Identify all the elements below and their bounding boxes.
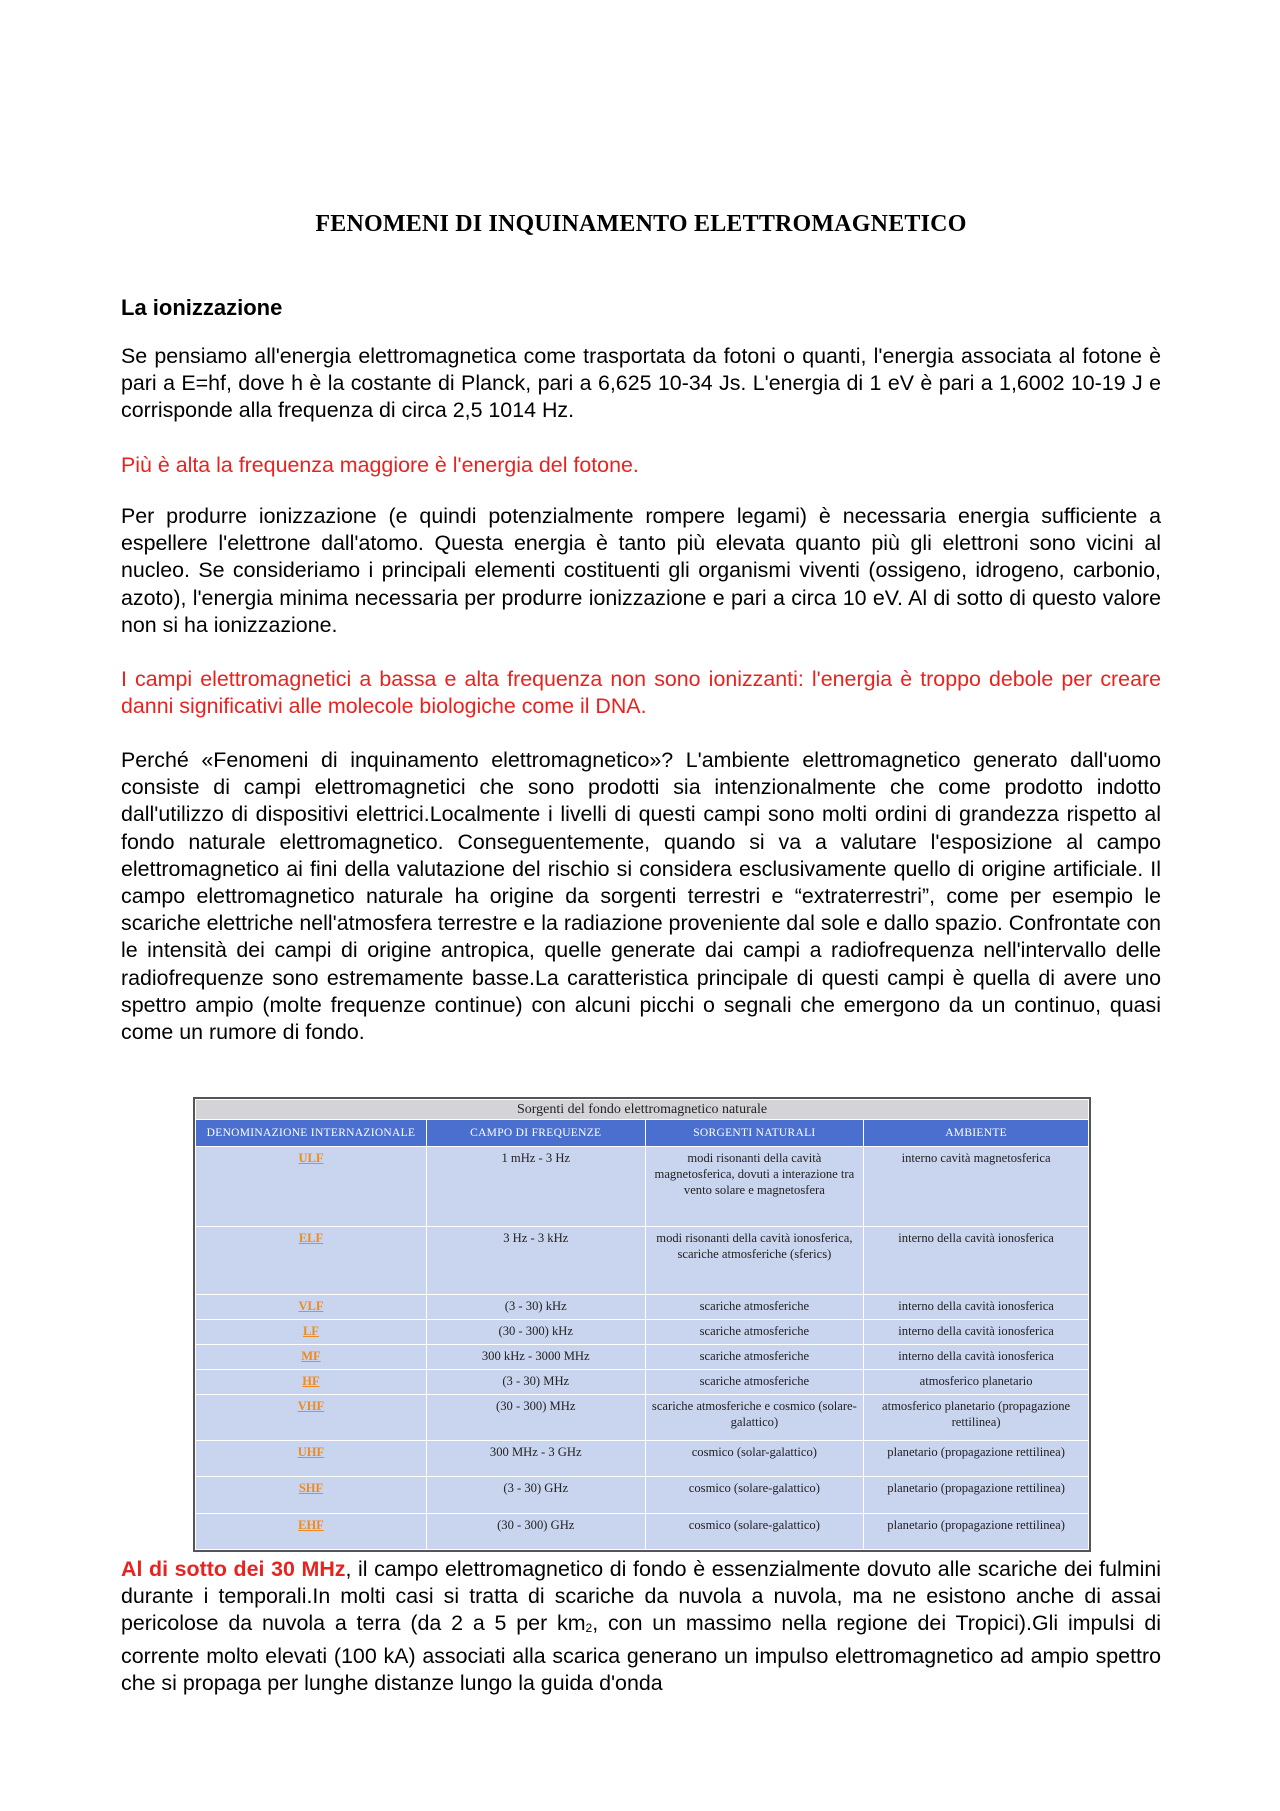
paragraph-highlight-frequency: Più è alta la frequenza maggiore è l'energia del fotone. bbox=[121, 453, 639, 477]
table-cell: atmosferico planetario (propagazione rettilinea) bbox=[864, 1395, 1089, 1441]
paragraph-background-field: Perché «Fenomeni di inquinamento elettromagnetico»? L'ambiente elettromagnetico generato dall'uomo consiste di campi elettromagnetici che sono prodotti sia intenzionalmente che come prodotto indotto dall'utilizzo di dispositivi elettrici.Localmente i livelli di questi campi sono molti ordini di grandezza rispetto al fondo naturale elettromagnetico. Conseguentemente, quando si va a valutare l'esposizione al campo elettromagnetico ai fini della valutazione del rischio si considera esclusivamente quello di origine artificiale. Il campo elettromagnetico naturale ha origine da sorgenti terrestri e “extraterrestri”, come per esempio le scariche elettriche nell'atmosfera terrestre e la radiazione proveniente dal sole e dallo spazio. Confrontate con le intensità dei campi di origine antropica, quelle generate dai campi a radiofrequenza nell'intervallo delle radiofrequenze sono estremamente basse.La caratteristica principale di questi campi è quella di avere uno spettro ampio (molte frequenze continue) con alcuni picchi o segnali che emergono da un continuo, quasi come un rumore di fondo. bbox=[121, 748, 1161, 1045]
table-cell: modi risonanti della cavità ionosferica, scariche atmosferiche (sferics) bbox=[645, 1227, 864, 1295]
table-cell: (30 - 300) GHz bbox=[426, 1514, 645, 1550]
table-cell: (3 - 30) GHz bbox=[426, 1477, 645, 1514]
table-cell: (30 - 300) kHz bbox=[426, 1320, 645, 1345]
paragraph-lightning bbox=[121, 1556, 1161, 1697]
table-caption: Sorgenti del fondo elettromagnetico naturale bbox=[196, 1100, 1089, 1120]
table-row bbox=[196, 1441, 1089, 1477]
highlight-30mhz: Al di sotto dei 30 MHz bbox=[121, 1557, 346, 1581]
section-heading: La ionizzazione bbox=[121, 295, 283, 320]
band-link[interactable]: LF bbox=[302, 1324, 319, 1338]
band-link[interactable]: EHF bbox=[298, 1518, 324, 1532]
table-row bbox=[196, 1345, 1089, 1370]
table-cell: (3 - 30) MHz bbox=[426, 1370, 645, 1395]
table-cell: 1 mHz - 3 Hz bbox=[426, 1147, 645, 1227]
table-cell: scariche atmosferiche bbox=[645, 1370, 864, 1395]
table-header: CAMPO DI FREQUENZE bbox=[426, 1120, 645, 1147]
table-cell: modi risonanti della cavità magnetosferica, dovuti a interazione tra vento solare e magnetosfera bbox=[645, 1147, 864, 1227]
table-cell: atmosferico planetario bbox=[864, 1370, 1089, 1395]
table-cell: planetario (propagazione rettilinea) bbox=[864, 1514, 1089, 1550]
table-row bbox=[196, 1514, 1089, 1550]
paragraph-text: , con un massimo nella regione dei Tropici).Gli impulsi di corrente molto elevati (100 kA) associati alla scarica generano un impulso elettromagnetico ad ampio spettro che si propaga per lunghe distanze lungo la guida d'onda bbox=[121, 1611, 1161, 1695]
table-header: SORGENTI NATURALI bbox=[645, 1120, 864, 1147]
table-cell: planetario (propagazione rettilinea) bbox=[864, 1441, 1089, 1477]
table-cell: interno della cavità ionosferica bbox=[864, 1227, 1089, 1295]
table-row bbox=[196, 1477, 1089, 1514]
table-header: AMBIENTE bbox=[864, 1120, 1089, 1147]
document-title: FENOMENI DI INQUINAMENTO ELETTROMAGNETICO bbox=[315, 211, 967, 237]
table-cell: (30 - 300) MHz bbox=[426, 1395, 645, 1441]
band-link[interactable]: SHF bbox=[298, 1481, 324, 1495]
band-link[interactable]: ULF bbox=[298, 1151, 324, 1165]
table-header: DENOMINAZIONE INTERNAZIONALE bbox=[196, 1120, 427, 1147]
table-cell: (3 - 30) kHz bbox=[426, 1295, 645, 1320]
table-cell: interno cavità magnetosferica bbox=[864, 1147, 1089, 1227]
table-cell: interno della cavità ionosferica bbox=[864, 1320, 1089, 1345]
table-cell: scariche atmosferiche bbox=[645, 1320, 864, 1345]
table-cell: scariche atmosferiche bbox=[645, 1345, 864, 1370]
natural-sources-table bbox=[193, 1097, 1091, 1552]
table-cell: planetario (propagazione rettilinea) bbox=[864, 1477, 1089, 1514]
band-link[interactable]: HF bbox=[302, 1374, 320, 1388]
table-row bbox=[196, 1295, 1089, 1320]
paragraph-ionization: Per produrre ionizzazione (e quindi potenzialmente rompere legami) è necessaria energia sufficiente a espellere l'elettrone dall'atomo. Questa energia è tanto più elevata quanto più gli elettroni sono vicini al nucleo. Se consideriamo i principali elementi costituenti gli organismi viventi (ossigeno, idrogeno, carbonio, azoto), l'energia minima necessaria per produrre ionizzazione e pari a circa 10 eV. Al di sotto di questo valore non si ha ionizzazione. bbox=[121, 504, 1161, 637]
paragraph-text: , il campo elettromagnetico di fondo è essenzialmente dovuto alle scariche dei fulmini durante i temporali.In molti casi si tratta di scariche da nuvola a nuvola, ma ne esistono anche di assai pericolose da nuvola a terra (da 2 a 5 per km bbox=[121, 1557, 1161, 1636]
table-cell: interno della cavità ionosferica bbox=[864, 1295, 1089, 1320]
table-cell: 3 Hz - 3 kHz bbox=[426, 1227, 645, 1295]
table-cell: interno della cavità ionosferica bbox=[864, 1345, 1089, 1370]
paragraph-photon-energy: Se pensiamo all'energia elettromagnetica come trasportata da fotoni o quanti, l'energia associata al fotone è pari a E=hf, dove h è la costante di Planck, pari a 6,625 10-34 Js. L'energia di 1 eV è pari a 1,6002 10-19 J e corrisponde alla frequenza di circa 2,5 1014 Hz. bbox=[121, 344, 1161, 423]
table-cell: 300 kHz - 3000 MHz bbox=[426, 1345, 645, 1370]
band-link[interactable]: VLF bbox=[298, 1299, 324, 1313]
band-link[interactable]: UHF bbox=[297, 1445, 325, 1459]
band-link[interactable]: MF bbox=[301, 1349, 321, 1363]
superscript-2: 2 bbox=[585, 1621, 593, 1636]
table-row bbox=[196, 1395, 1089, 1441]
table-row bbox=[196, 1320, 1089, 1345]
paragraph-highlight-non-ionizing: I campi elettromagnetici a bassa e alta frequenza non sono ionizzanti: l'energia è troppo debole per creare danni significativi alle molecole biologiche come il DNA. bbox=[121, 667, 1161, 719]
band-link[interactable]: VHF bbox=[297, 1399, 325, 1413]
table-row bbox=[196, 1370, 1089, 1395]
table-cell: cosmico (solare-galattico) bbox=[645, 1514, 864, 1550]
table-cell: cosmico (solar-galattico) bbox=[645, 1441, 864, 1477]
table-cell: scariche atmosferiche bbox=[645, 1295, 864, 1320]
table-row bbox=[196, 1227, 1089, 1295]
table-cell: scariche atmosferiche e cosmico (solare-galattico) bbox=[645, 1395, 864, 1441]
band-link[interactable]: ELF bbox=[298, 1231, 324, 1245]
table-cell: 300 MHz - 3 GHz bbox=[426, 1441, 645, 1477]
table-row bbox=[196, 1147, 1089, 1227]
table-cell: cosmico (solare-galattico) bbox=[645, 1477, 864, 1514]
